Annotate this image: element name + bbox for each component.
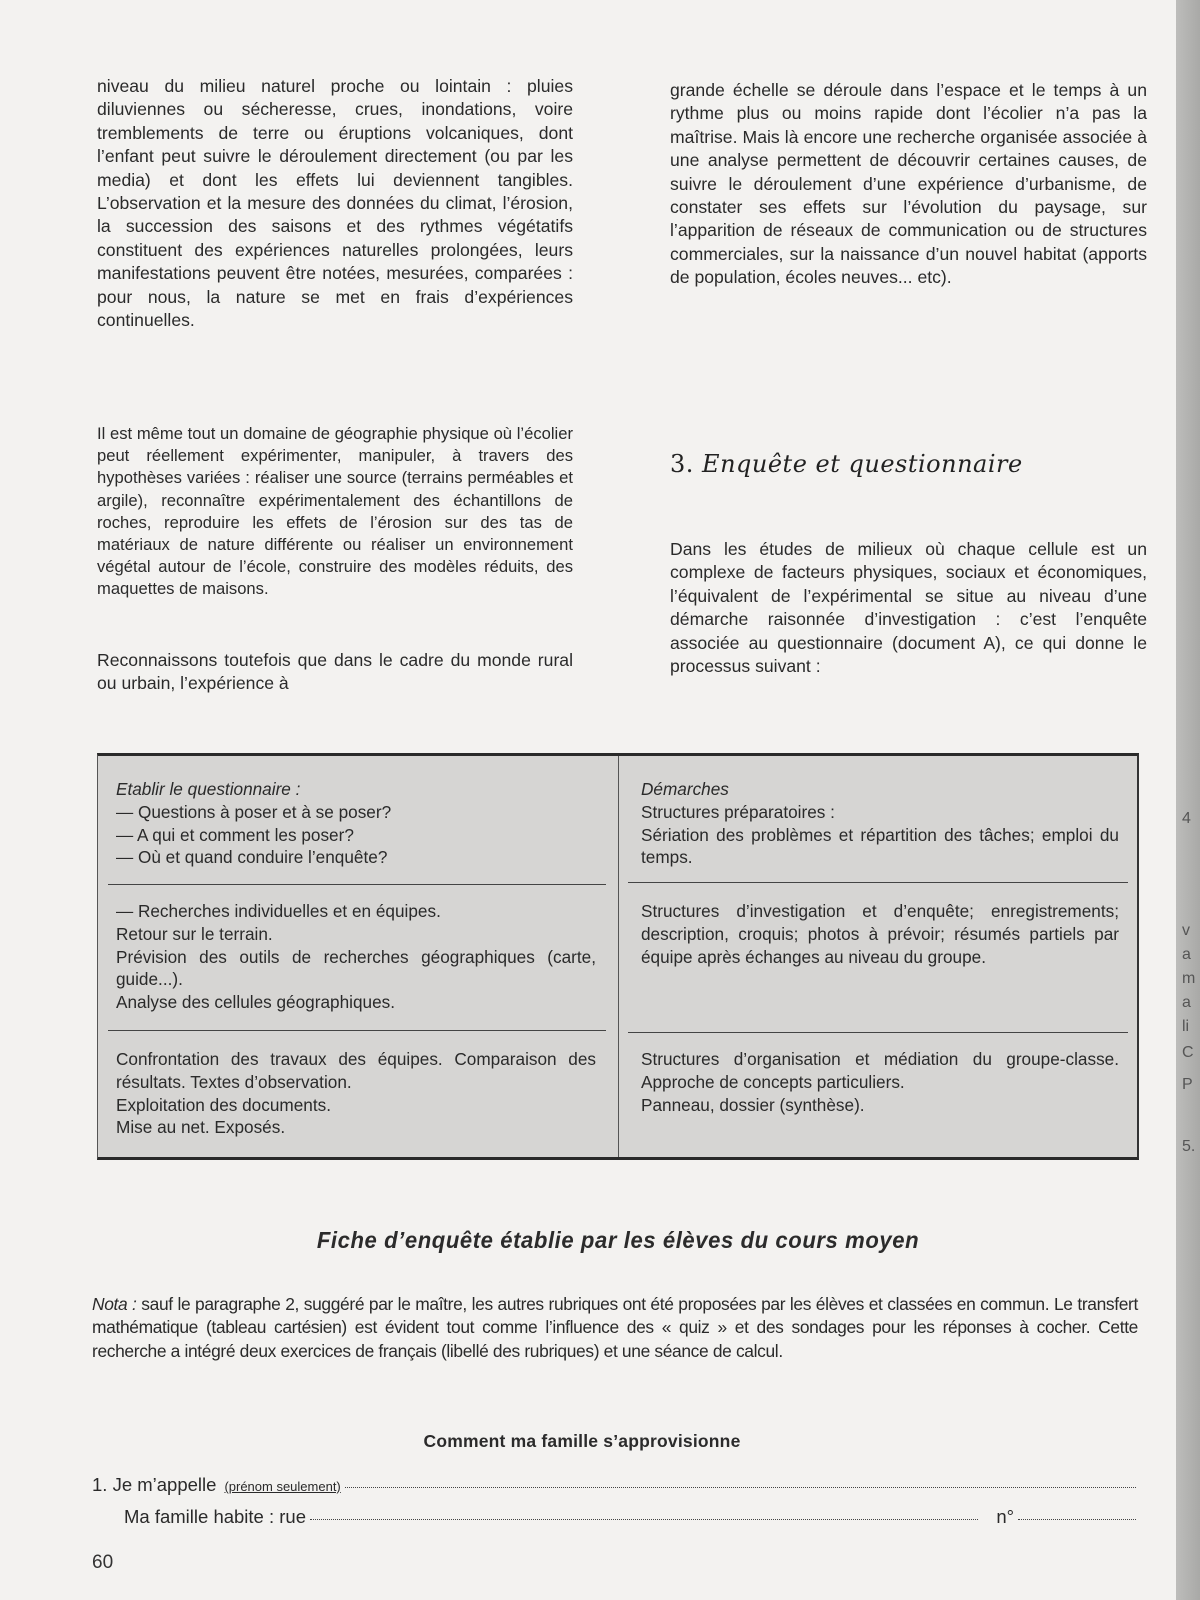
left-paragraph-2 xyxy=(97,423,573,601)
nota-text: sauf le paragraphe 2, suggéré par le maître, les autres rubriques ont été proposées par les élèves et classées en commun. Le transfert mathématique (tableau cartésien) est évident tout comme l’influence des « quiz » et des sondages pour les réponses à cocher. Cette recherche a intégré deux exercices de français (libellé des rubriques) et une séance de calcul. xyxy=(92,1294,1138,1361)
name-field[interactable] xyxy=(345,1486,1136,1488)
table-cell-questionnaire xyxy=(116,778,596,869)
row-divider xyxy=(628,1032,1128,1033)
left-paragraph-3 xyxy=(97,649,573,696)
cell-line: Sériation des problèmes et répartition des tâches; emploi du temps. xyxy=(641,824,1119,868)
nota-paragraph xyxy=(92,1293,1138,1363)
edge-glyph: 5. xyxy=(1182,1138,1196,1155)
table-cell-confrontation xyxy=(116,1048,596,1139)
cell-line: Structures d’investigation et d’enquête; enregistrements; description, croquis; photos à prévoir; résumés partiels par équipe après échanges au niveau du groupe. xyxy=(641,901,1119,967)
next-page-edge xyxy=(1176,0,1200,1600)
cell-line: — Recherches individuelles et en équipes. xyxy=(116,901,441,921)
left-paragraph-1 xyxy=(97,75,573,332)
cell-heading: Démarches xyxy=(641,779,729,799)
form-row-name xyxy=(92,1474,1136,1496)
cell-line: Exploitation des documents. xyxy=(116,1094,331,1115)
process-table xyxy=(97,753,1139,1160)
edge-glyph: 4 xyxy=(1182,810,1191,827)
table-cell-investigation xyxy=(641,900,1119,968)
house-number-field[interactable] xyxy=(1018,1518,1136,1520)
edge-glyph: P xyxy=(1182,1076,1193,1093)
edge-glyph: C xyxy=(1182,1044,1194,1061)
column-divider xyxy=(618,756,619,1157)
cell-line: Analyse des cellules géographiques. xyxy=(116,992,396,1013)
edge-glyph: a xyxy=(1182,994,1191,1011)
cell-heading: Etablir le questionnaire : xyxy=(116,779,301,799)
fiche-title: Fiche d’enquête établie par les élèves du cours moyen xyxy=(316,1227,920,1253)
form-title: Comment ma famille s’approvisionne xyxy=(423,1431,741,1451)
cell-line: Structures préparatoires : xyxy=(641,801,835,822)
nota-label: Nota : xyxy=(92,1294,137,1314)
house-number-label: n° xyxy=(996,1506,1014,1527)
cell-line: Mise au net. Exposés. xyxy=(116,1117,286,1138)
row-divider xyxy=(108,1030,606,1031)
section-number: 3. xyxy=(670,450,694,478)
page-number: 60 xyxy=(92,1552,114,1573)
cell-line: — A qui et comment les poser? xyxy=(116,824,354,845)
cell-line: Panneau, dossier (synthèse). xyxy=(641,1094,865,1115)
cell-line: — Questions à poser et à se poser? xyxy=(116,801,392,822)
row-divider xyxy=(108,884,606,885)
cell-line: Prévision des outils de recherches géographiques (carte, guide...). xyxy=(116,946,596,990)
section-title: Enquête et questionnaire xyxy=(702,450,1023,478)
edge-glyph: li xyxy=(1182,1018,1190,1035)
form-row-address xyxy=(124,1506,1136,1528)
section-heading xyxy=(670,450,1023,478)
street-field[interactable] xyxy=(310,1518,978,1520)
paragraph-text: grande échelle se déroule dans l’espace et le temps à un rythme plus ou moins rapide dont l’écolier n’a pas la maîtrise. Mais là encore une recherche organisée associée à une analyse permettent de découvrir certaines causes, de suivre le déroulement d’une expérience d’urbanisme, de constater ses effets sur l’évolution du paysage, sur l’apparition de réseaux de communication ou de structures commerciales, sur la naissance d’un nouvel habitat (apports de population, écoles neuves... etc). xyxy=(670,80,1147,288)
name-label: 1. Je m’appelle xyxy=(92,1474,217,1495)
paragraph-text: Reconnaissons toutefois que dans le cadre du monde rural ou urbain, l’expérience à xyxy=(97,650,573,694)
edge-glyph: v xyxy=(1182,922,1190,939)
street-label: Ma famille habite : rue xyxy=(124,1506,307,1527)
cell-line: Structures d’organisation et médiation du groupe-classe. Approche de concepts particuliers. xyxy=(641,1049,1119,1092)
row-divider xyxy=(628,882,1128,883)
table-cell-demarches xyxy=(641,778,1119,869)
table-cell-organisation xyxy=(641,1048,1119,1116)
edge-glyph: a xyxy=(1182,946,1191,963)
right-paragraph-1 xyxy=(670,79,1147,290)
paragraph-text: Dans les études de milieux où chaque cellule est un complexe de facteurs physiques, sociaux et économiques, l’équivalent de l’expérimental se situe au niveau d’une démarche raisonnée d’investigation : c’est l’enquête associée au questionnaire (document A), ce qui donne le processus suivant : xyxy=(670,539,1147,677)
right-paragraph-2 xyxy=(670,538,1147,678)
cell-line: — Où et quand conduire l’enquête? xyxy=(116,847,388,868)
edge-glyph: m xyxy=(1182,970,1196,987)
cell-line: Confrontation des travaux des équipes. Comparaison des résultats. Textes d’observation. xyxy=(116,1049,596,1092)
paragraph-text: Il est même tout un domaine de géographie physique où l’écolier peut réellement expérimenter, manipuler, à travers des hypothèses variées : réaliser une source (terrains perméables et argile), reconnaître expérimentalement des échantillons de roches, reproduire les effets de l’érosion sur des tas de matériaux de nature différente ou réaliser un environnement végétal autour de l’école, construire des modèles réduits, des maquettes de maisons. xyxy=(97,424,573,599)
name-hint: (prénom seulement) xyxy=(224,1479,341,1494)
table-cell-recherches xyxy=(116,900,596,1014)
paragraph-text: niveau du milieu naturel proche ou lointain : pluies diluviennes ou sécheresse, crues, inondations, voire tremblements de terre ou éruptions volcaniques, dont l’enfant peut suivre le déroulement directement (ou par les media) et dont les effets lui deviennent tangibles. L’observation et la mesure des données du climat, l’érosion, la succession des saisons et des rythmes végétatifs constituent des expériences naturelles prolongées, leurs manifestations peuvent être notées, mesurées, comparées : pour nous, la nature se met en frais d’expériences continuelles. xyxy=(97,76,573,331)
cell-line: Retour sur le terrain. xyxy=(116,923,273,944)
